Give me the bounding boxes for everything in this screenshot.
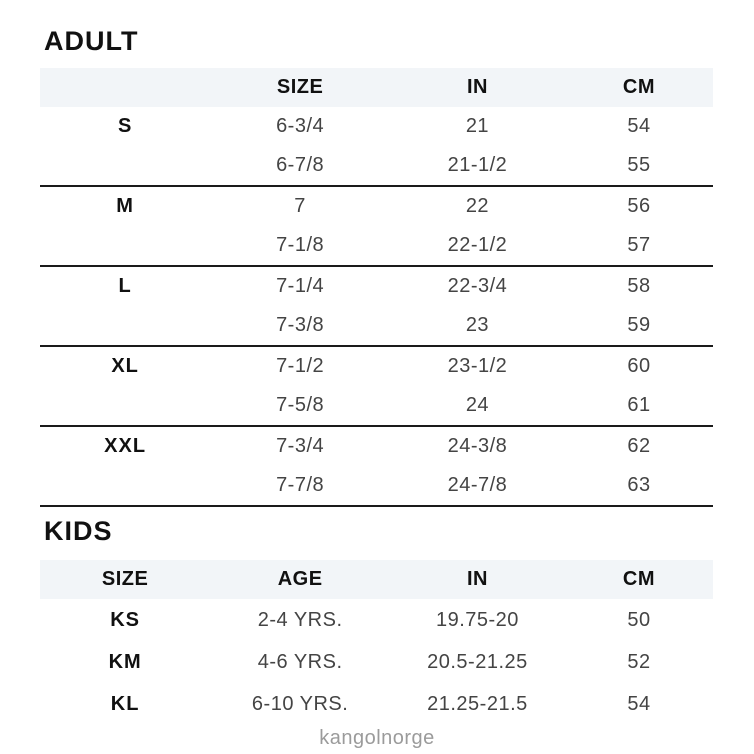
- size-label: L: [118, 275, 132, 297]
- adult-size-table: [40, 68, 713, 507]
- kids-header-size: SIZE: [40, 560, 210, 599]
- cell-size: 7-1/8: [276, 234, 325, 256]
- table-row: [40, 641, 713, 683]
- cell-in: 22: [465, 195, 490, 217]
- cell-in: 19.75-20: [435, 608, 519, 631]
- cell-size: 7-7/8: [276, 474, 325, 496]
- size-label: S: [117, 115, 133, 137]
- adult-header-row: [40, 68, 713, 107]
- size-group-l: [40, 266, 713, 346]
- table-row: [40, 599, 713, 641]
- size-label: XL: [111, 355, 139, 377]
- cell-size: 6-7/8: [276, 154, 325, 176]
- table-row: [40, 683, 713, 725]
- adult-table-head: [40, 68, 713, 107]
- size-group-xl: [40, 346, 713, 426]
- cell-cm: 60: [627, 355, 651, 377]
- size-label: KM: [108, 650, 142, 673]
- cell-in: 22-1/2: [447, 234, 508, 256]
- cell-in: 22-3/4: [447, 275, 508, 297]
- cell-size: 7: [294, 195, 306, 217]
- size-group-m: [40, 186, 713, 266]
- cell-in: 23: [465, 314, 490, 336]
- size-label-empty: [40, 226, 210, 266]
- cell-cm: 56: [627, 195, 651, 217]
- table-row: [40, 186, 713, 226]
- table-row: [40, 386, 713, 426]
- cell-size: 7-5/8: [276, 394, 325, 416]
- size-label-empty: [40, 146, 210, 186]
- size-label: KS: [110, 608, 141, 631]
- cell-age: 2-4 YRS.: [257, 608, 343, 631]
- size-label-empty: [40, 466, 210, 506]
- kids-header-age: AGE: [210, 560, 390, 599]
- cell-cm: 54: [627, 692, 651, 715]
- cell-cm: 61: [627, 394, 651, 416]
- size-group-xxl: [40, 426, 713, 506]
- size-group-s: [40, 107, 713, 186]
- size-label: XXL: [104, 435, 147, 457]
- size-label-empty: [40, 306, 210, 346]
- cell-size: 6-3/4: [276, 115, 325, 137]
- table-row: [40, 146, 713, 186]
- kids-header-in: IN: [390, 560, 565, 599]
- adult-header-cm: CM: [565, 68, 713, 107]
- kids-header-cm: CM: [565, 560, 713, 599]
- size-label: KL: [110, 692, 140, 715]
- cell-age: 6-10 YRS.: [251, 692, 349, 715]
- table-row: [40, 107, 713, 146]
- cell-cm: 63: [627, 474, 651, 496]
- cell-cm: 58: [627, 275, 651, 297]
- adult-section-title: ADULT: [44, 26, 139, 56]
- cell-in: 24: [465, 394, 490, 416]
- cell-size: 7-1/4: [276, 275, 325, 297]
- adult-header-in: IN: [390, 68, 565, 107]
- kids-table-body: [40, 599, 713, 725]
- cell-cm: 52: [627, 650, 651, 673]
- size-label-empty: [40, 386, 210, 426]
- table-row: [40, 466, 713, 506]
- table-row: [40, 226, 713, 266]
- cell-in: 20.5-21.25: [427, 650, 528, 673]
- table-row: [40, 346, 713, 386]
- kids-header-row: [40, 560, 713, 599]
- adult-header-size: SIZE: [210, 68, 390, 107]
- kids-table-head: [40, 560, 713, 599]
- cell-in: 24-7/8: [447, 474, 508, 496]
- cell-in: 21.25-21.5: [427, 692, 528, 715]
- cell-in: 23-1/2: [447, 355, 508, 377]
- cell-size: 7-3/4: [276, 435, 325, 457]
- brand-watermark: kangolnorge: [319, 727, 435, 749]
- cell-in: 21: [465, 115, 490, 137]
- table-row: [40, 426, 713, 466]
- cell-cm: 50: [627, 608, 651, 631]
- cell-size: 7-3/8: [276, 314, 325, 336]
- cell-in: 24-3/8: [447, 435, 508, 457]
- adult-header-blank: [40, 68, 210, 107]
- table-row: [40, 306, 713, 346]
- cell-cm: 62: [627, 435, 651, 457]
- cell-age: 4-6 YRS.: [257, 650, 343, 673]
- kids-size-table: [40, 560, 713, 725]
- kids-section-title: KIDS: [44, 516, 113, 546]
- cell-in: 21-1/2: [447, 154, 508, 176]
- cell-size: 7-1/2: [276, 355, 325, 377]
- size-label: M: [116, 195, 134, 217]
- table-row: [40, 266, 713, 306]
- cell-cm: 57: [627, 234, 651, 256]
- cell-cm: 59: [627, 314, 651, 336]
- cell-cm: 55: [627, 154, 651, 176]
- cell-cm: 54: [627, 115, 651, 137]
